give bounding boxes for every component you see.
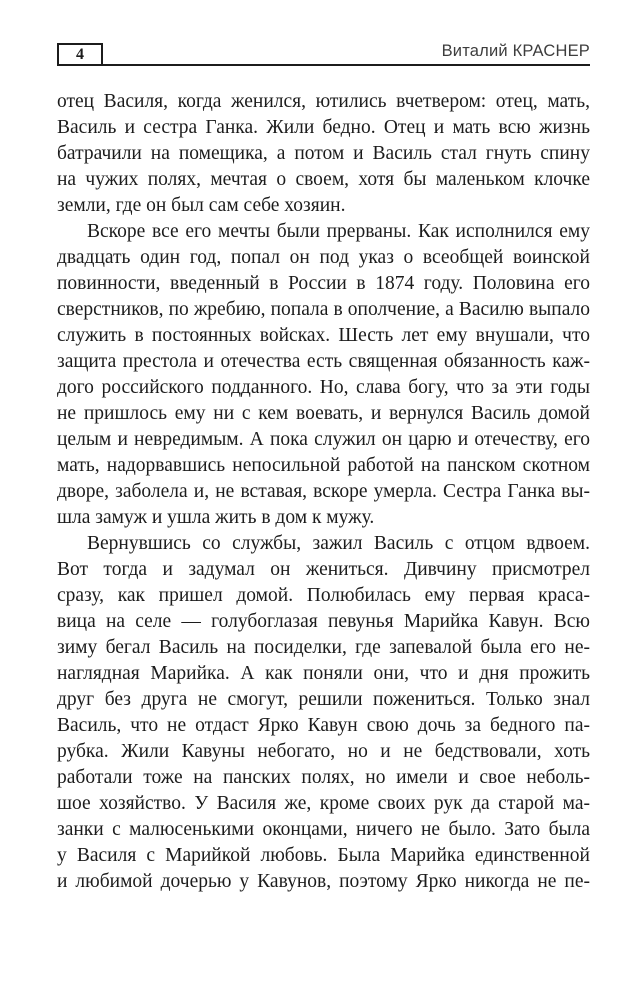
text-line: вица на селе — голубоглазая певунья Марийка Кавун. Всю [57, 611, 590, 632]
text-line: батрачили на помещика, а потом и Василь стал гнуть спину [57, 143, 590, 164]
text-line: рубка. Жили Кавуны небогато, но и не бедствовали, хоть [57, 741, 590, 762]
text-line: Василь, что не отдаст Ярко Кавун свою дочь за бедного па- [57, 715, 590, 736]
text-line: двадцать один год, попал он под указ о всеобщей воинской [57, 247, 590, 268]
text-line: повинности, введенный в России в 1874 году. Половина его [57, 273, 590, 294]
text-line: на чужих полях, мечтая о своем, хотя бы маленьком клочке [57, 169, 590, 190]
page-number-box [57, 43, 103, 66]
text-line: наглядная Марийка. А как поняли они, что и дня прожить [57, 663, 590, 684]
text-line: не пришлось ему ни с кем воевать, и вернулся Василь домой [57, 403, 590, 424]
text-line: работали тоже на панских полях, но имели и свое неболь- [57, 767, 590, 788]
running-head-author: Виталий КРАСНЕР [441, 42, 590, 60]
paragraph [57, 219, 590, 531]
page-number: 4 [76, 45, 84, 63]
text-line: Вернувшись со службы, зажил Василь с отцом вдвоем. [87, 533, 590, 554]
text-line: друг без друга не смогут, решили пожениться. Только знал [57, 689, 590, 710]
paragraph [57, 89, 590, 219]
text-line: целым и невредимым. А пока служил он царю и отечеству, его [57, 429, 590, 450]
text-line: занки с малюсенькими оконцами, ничего не было. Зато была [57, 819, 590, 840]
text-line: и любимой дочерью у Кавунов, поэтому Ярко никогда не пе- [57, 871, 590, 892]
text-line: дого российского подданного. Но, слава богу, что за эти годы [57, 377, 590, 398]
text-line: сразу, как пришел домой. Полюбилась ему первая краса- [57, 585, 590, 606]
text-line: Василь и сестра Ганка. Жили бедно. Отец и мать всю жизнь [57, 117, 590, 138]
text-line: служить в постоянных войсках. Шесть лет ему внушали, что [57, 325, 590, 346]
page-header [57, 42, 590, 66]
body-text [57, 89, 590, 895]
text-line: шое хозяйство. У Василя же, кроме своих рук да старой ма- [57, 793, 590, 814]
text-line: у Василя с Марийкой любовь. Была Марийка единственной [57, 845, 590, 866]
text-line: мать, надорвавшись непосильной работой на панском скотном [57, 455, 590, 476]
text-line: земли, где он был сам себе хозяин. [57, 195, 346, 216]
text-line: шла замуж и ушла жить в дом к мужу. [57, 507, 375, 528]
text-line: сверстников, по жребию, попала в ополчение, а Василю выпало [57, 299, 590, 320]
text-line: дворе, заболела и, не вставая, вскоре умерла. Сестра Ганка вы- [57, 481, 590, 502]
header-rule [57, 64, 590, 66]
text-line: зиму бегал Василь на посиделки, где запевалой была его не- [57, 637, 590, 658]
text-line: защита престола и отечества есть священная обязанность каж- [57, 351, 590, 372]
text-line: Вот тогда и задумал он жениться. Дивчину присмотрел [57, 559, 590, 580]
text-line: Вскоре все его мечты были прерваны. Как исполнился ему [87, 221, 590, 242]
paragraph [57, 531, 590, 895]
text-line: отец Василя, когда женился, ютились вчетвером: отец, мать, [57, 91, 590, 112]
